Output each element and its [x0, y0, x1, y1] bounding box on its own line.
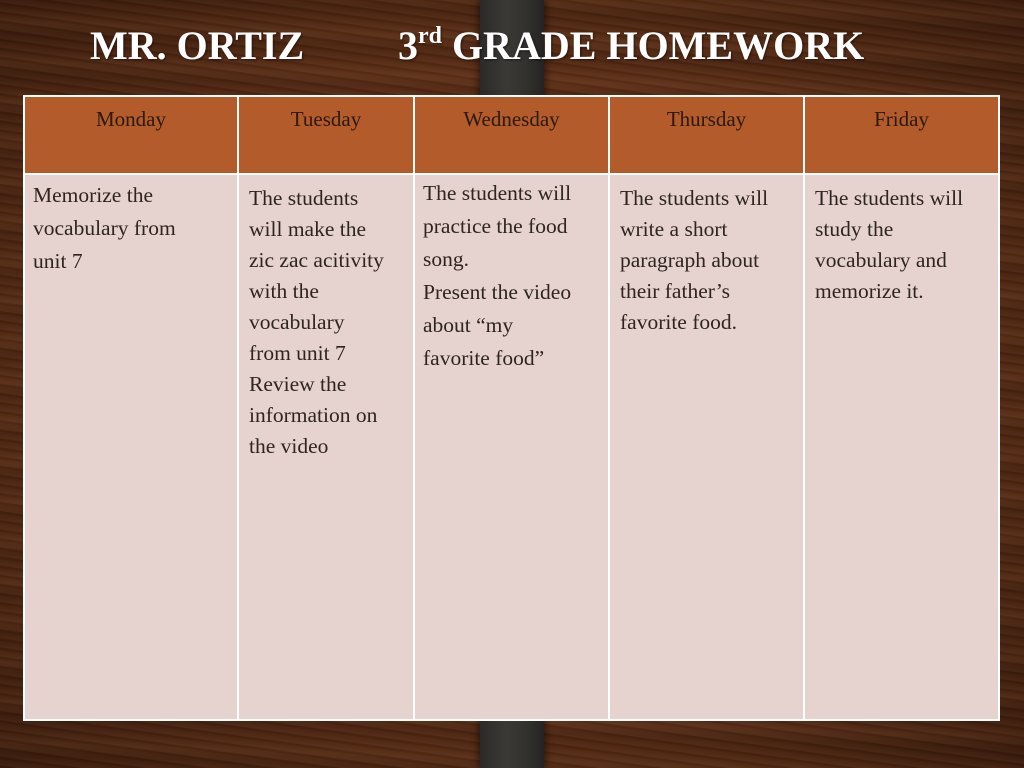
text-line: study the	[815, 217, 894, 241]
text-line: with the	[249, 279, 319, 303]
cell-friday	[804, 174, 999, 720]
slide-title	[0, 20, 1024, 72]
text-line: write a short	[620, 217, 728, 241]
text-line: favorite food.	[620, 310, 738, 334]
text-line: The students will	[423, 181, 572, 205]
table-row	[24, 174, 999, 720]
cell-monday	[24, 174, 238, 720]
cell-wednesday	[414, 174, 609, 720]
text-line: vocabulary	[249, 310, 345, 334]
cell-tuesday	[238, 174, 414, 720]
text-line: song.	[423, 247, 469, 271]
text-line: vocabulary and	[815, 248, 947, 272]
text-line: from unit 7	[249, 341, 346, 365]
cell-text	[423, 177, 602, 375]
header-friday: Friday	[804, 96, 999, 174]
cell-text	[33, 179, 231, 278]
text-line: zic zac acitivity	[249, 248, 384, 272]
cell-text	[247, 183, 407, 462]
header-tuesday: Tuesday	[238, 96, 414, 174]
text-line: The students will	[620, 186, 769, 210]
text-line: The students	[249, 186, 359, 210]
text-line: vocabulary from	[33, 216, 176, 240]
text-line: information on	[249, 403, 378, 427]
grade-heading	[398, 20, 864, 72]
text-line: paragraph about	[620, 248, 760, 272]
text-line: will make the	[249, 217, 367, 241]
cell-text	[813, 183, 992, 307]
header-monday: Monday	[24, 96, 238, 174]
cell-thursday	[609, 174, 804, 720]
text-line: unit 7	[33, 249, 83, 273]
grade-suffix: rd	[418, 23, 442, 49]
teacher-name: MR. ORTIZ	[90, 23, 305, 68]
text-line: about “my	[423, 313, 514, 337]
cell-text	[618, 183, 797, 338]
header-wednesday: Wednesday	[414, 96, 609, 174]
grade-title: GRADE HOMEWORK	[452, 23, 865, 68]
text-line: Memorize the	[33, 183, 153, 207]
homework-table	[23, 95, 1000, 721]
header-row	[24, 96, 999, 174]
text-line: the video	[249, 434, 329, 458]
header-thursday: Thursday	[609, 96, 804, 174]
text-line: favorite food”	[423, 346, 545, 370]
text-line: The students will	[815, 186, 964, 210]
text-line: practice the food	[423, 214, 568, 238]
text-line: Review the	[249, 372, 347, 396]
text-line: memorize it.	[815, 279, 924, 303]
text-line: Present the video	[423, 280, 572, 304]
grade-number: 3	[398, 23, 418, 68]
text-line: their father’s	[620, 279, 731, 303]
